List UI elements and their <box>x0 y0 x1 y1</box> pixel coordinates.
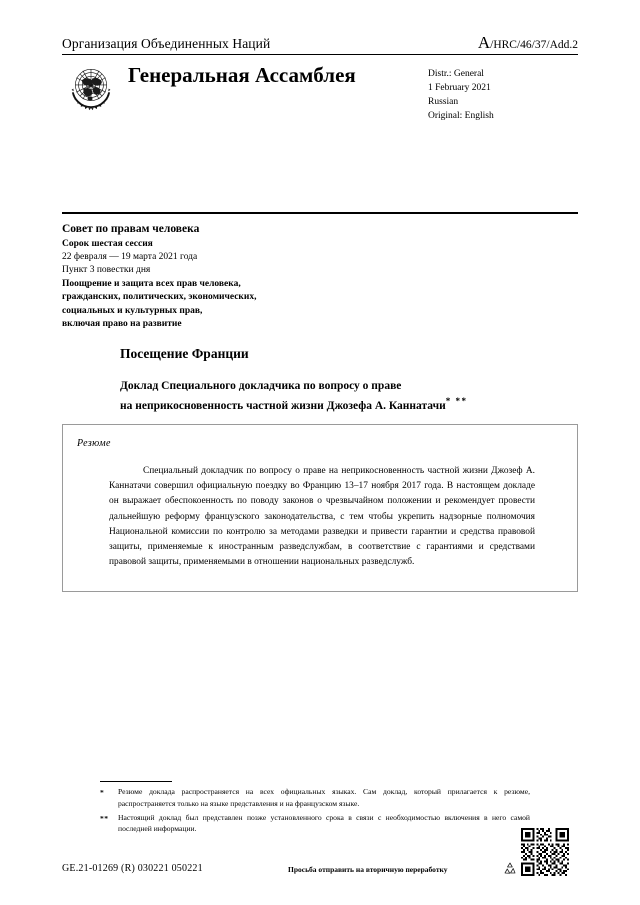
distribution-language: Russian <box>428 96 459 107</box>
summary-label: Резюме <box>77 438 111 449</box>
job-number: GE.21-01269 (R) 030221 050221 <box>62 863 203 874</box>
footnotes <box>100 786 530 837</box>
agenda-title-line-4: включая право на развитие <box>62 319 182 330</box>
council-dates: 22 февраля — 19 марта 2021 года <box>62 252 198 262</box>
council-session: Сорок шестая сессия <box>62 238 153 249</box>
page-title: Посещение Франции <box>120 346 249 361</box>
footnote-1 <box>100 786 530 810</box>
agenda-title-line-3: социальных и культурных прав, <box>62 305 203 316</box>
report-subtitle-line-2-text: на неприкосновенность частной жизни Джозефа А. Каннатачи <box>120 399 446 412</box>
distribution-type: Distr.: General <box>428 68 484 79</box>
report-subtitle-line-1: Доклад Специального докладчика по вопросу о праве <box>120 380 402 392</box>
body-title: Генеральная Ассамблея <box>128 62 356 87</box>
footnote-1-marker: * <box>100 788 105 797</box>
section-divider <box>62 212 578 214</box>
report-subtitle-line-2 <box>120 395 540 415</box>
recycle-note: Просьба отправить на вторичную переработку <box>288 865 448 874</box>
distribution-block <box>428 67 578 123</box>
masthead-divider <box>62 54 578 55</box>
summary-text: Специальный докладчик по вопросу о праве на неприкосновенность частной жизни Джозеф А. Каннатачи совершил официальную поездку во Францию 13–17 ноября 2017 года. В настоящем докладе он выражает обеспокоенность по поводу законов о чрезвычайном положении и рекомендует провести дальнейшую реформу французского законодательства, с тем чтобы укрепить надзорные полномочия Национальной комиссии по контролю за методами разведки и привести гарантии и средства правовой защиты, применяемые к иностранным разведслужбам, в соответствие с гарантиями и средствами правовой защиты, применяемыми в отношении национальных разведслужб. <box>109 466 535 568</box>
document-symbol-initial: A <box>477 33 491 52</box>
document-symbol <box>478 34 578 52</box>
recycle-icon <box>502 861 518 877</box>
masthead-top-row <box>62 34 578 54</box>
footnote-2-marker: ** <box>100 813 109 823</box>
masthead <box>62 34 578 123</box>
qr-code <box>521 828 569 876</box>
un-emblem <box>62 63 120 115</box>
summary-box <box>62 424 578 592</box>
report-subtitle <box>120 378 540 414</box>
footnote-1-text: Резюме доклада распространяется на всех официальных языках. Сам доклад, который прилагается к резюме, распространяется только на языке представления и на французском языке. <box>118 787 530 808</box>
organization-name: Организация Объединенных Наций <box>62 35 271 51</box>
council-block <box>62 222 462 332</box>
council-agenda-item: Пункт 3 повестки дня <box>62 265 151 276</box>
footnote-separator <box>100 781 172 782</box>
footnote-2-text: Настоящий доклад был представлен позже установленного срока в связи с необходимостью включения в него самой последней информации. <box>118 812 530 834</box>
document-symbol-rest: /HRC/46/37/Add.2 <box>490 39 578 51</box>
footnote-markers: * ** <box>445 395 468 406</box>
masthead-bottom-row <box>62 61 578 123</box>
agenda-title-line-1: Поощрение и защита всех прав человека, <box>62 278 241 289</box>
council-name: Совет по правам человека <box>62 223 200 235</box>
distribution-original: Original: English <box>428 110 494 121</box>
distribution-date: 1 February 2021 <box>428 82 491 93</box>
agenda-title-line-2: гражданских, политических, экономических, <box>62 292 257 303</box>
footnote-2 <box>100 812 530 836</box>
